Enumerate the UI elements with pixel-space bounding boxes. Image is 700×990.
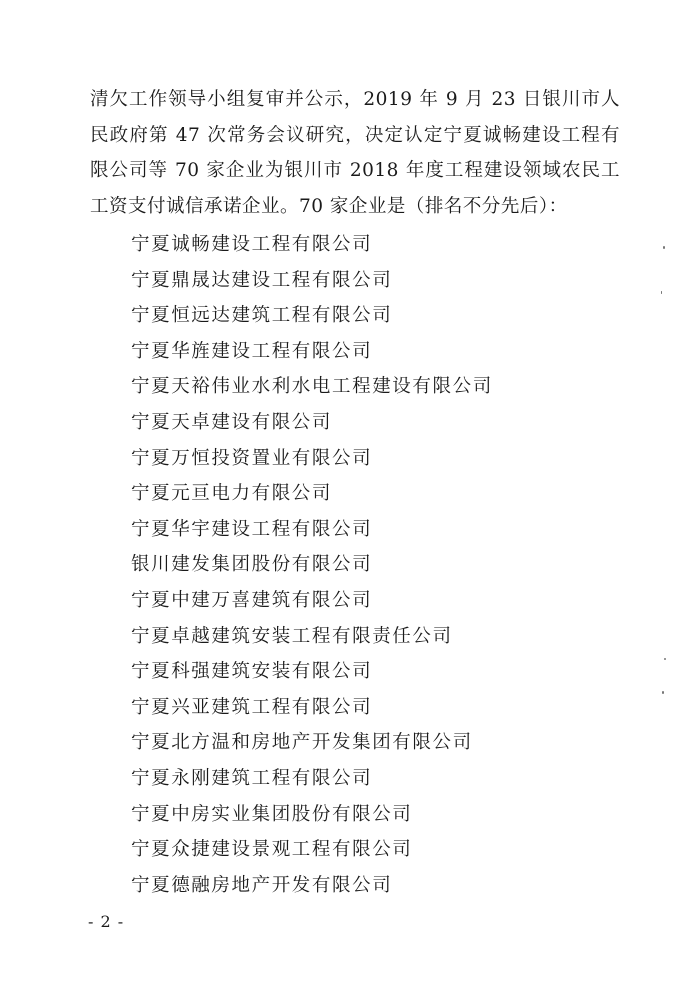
page-number: - 2 -: [88, 912, 125, 931]
scan-speck: [662, 691, 664, 694]
scan-speck: [664, 658, 666, 660]
company-item: 宁夏中建万喜建筑有限公司: [131, 589, 373, 611]
company-item: 宁夏鼎晟达建设工程有限公司: [131, 269, 393, 291]
company-item: 宁夏恒远达建筑工程有限公司: [131, 305, 393, 327]
company-list: [131, 227, 493, 903]
company-item: 宁夏德融房地产开发有限公司: [131, 874, 393, 896]
scan-speck: [661, 291, 662, 294]
company-item: 宁夏天卓建设有限公司: [131, 411, 333, 433]
company-item: 宁夏卓越建筑安装工程有限责任公司: [131, 625, 453, 647]
company-item: 宁夏华旌建设工程有限公司: [131, 340, 373, 362]
company-item: 宁夏众捷建设景观工程有限公司: [131, 839, 413, 861]
company-item: 宁夏中房实业集团股份有限公司: [131, 803, 413, 825]
company-item: 宁夏天裕伟业水利水电工程建设有限公司: [131, 376, 493, 398]
company-item: 宁夏科强建筑安装有限公司: [131, 661, 373, 683]
intro-paragraph: 清欠工作领导小组复审并公示，2019 年 9 月 23 日银川市人民政府第 47 次常务会议研究，决定认定宁夏诚畅建设工程有限公司等 70 家企业为银川市 2018 年度工程建设领域农民工工资支付诚信承诺企业。70 家企业是（排名不分先后）：: [90, 89, 620, 217]
company-item: 宁夏兴亚建筑工程有限公司: [131, 696, 373, 718]
company-item: 宁夏元亘电力有限公司: [131, 483, 333, 505]
company-item: 宁夏华宇建设工程有限公司: [131, 518, 373, 540]
company-item: 银川建发集团股份有限公司: [131, 554, 373, 576]
company-item: 宁夏万恒投资置业有限公司: [131, 447, 373, 469]
company-item: 宁夏永刚建筑工程有限公司: [131, 767, 373, 789]
scan-speck: [663, 246, 665, 249]
company-item: 宁夏北方温和房地产开发集团有限公司: [131, 732, 473, 754]
company-item: 宁夏诚畅建设工程有限公司: [131, 234, 373, 255]
